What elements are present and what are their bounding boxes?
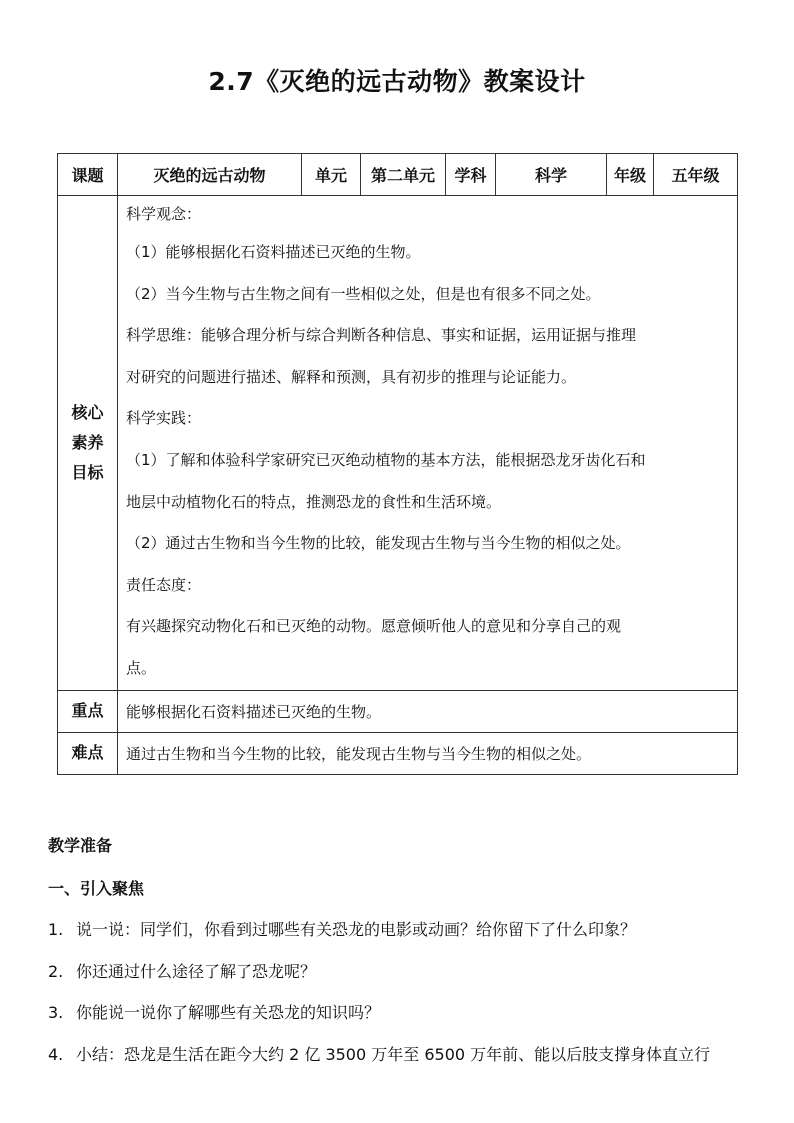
document-title: 2.7《灭绝的远古动物》教案设计 (208, 67, 586, 96)
step-number: 3. (48, 1003, 64, 1022)
header-row (58, 154, 738, 196)
unit-label: 单元 (302, 154, 361, 196)
core-goals-content (118, 196, 738, 691)
difficulty-row (58, 732, 738, 774)
core-label-line: 目标 (71, 462, 104, 482)
key-point-value: 能够根据化石资料描述已灭绝的生物。 (118, 690, 738, 732)
difficulty-label: 难点 (58, 732, 118, 774)
goal-line: 地层中动植物化石的特点，推测恐龙的食性和生活环境。 (126, 492, 502, 511)
lesson-info-table (57, 153, 738, 775)
goal-line: 对研究的问题进行描述、解释和预测，具有初步的推理与论证能力。 (126, 367, 577, 386)
goal-line: （2）通过古生物和当今生物的比较，能发现古生物与当今生物的相似之处。 (126, 534, 631, 553)
goal-line: 责任态度： (126, 575, 202, 594)
goal-line: 点。 (126, 658, 157, 677)
core-goals-row (58, 196, 738, 691)
lesson-label: 课题 (58, 154, 118, 196)
list-item (48, 917, 636, 940)
key-point-label: 重点 (58, 690, 118, 732)
subject-label: 学科 (446, 154, 496, 196)
goal-line: 科学观念： (126, 205, 202, 223)
step-text: 小结：恐龙是生活在距今大约 2 亿 3500 万年至 6500 万年前、能以后肢支撑身体直立行 (76, 1045, 711, 1064)
goal-line: （1）能够根据化石资料描述已灭绝的生物。 (126, 243, 421, 261)
goal-line: 科学思维：能够合理分析与综合判断各种信息、事实和证据，运用证据与推理 (126, 326, 637, 345)
core-label-line: 核心 (71, 402, 104, 422)
step-text: 你能说一说你了解哪些有关恐龙的知识吗？ (76, 1003, 381, 1022)
subject-value: 科学 (496, 154, 607, 196)
grade-label: 年级 (607, 154, 654, 196)
section-1-heading: 一、引入聚焦 (48, 879, 145, 898)
core-label-line: 素养 (71, 432, 104, 452)
key-point-row (58, 690, 738, 732)
grade-value: 五年级 (654, 154, 738, 196)
list-item (48, 1000, 380, 1023)
lesson-value: 灭绝的远古动物 (118, 154, 302, 196)
step-text: 你还通过什么途径了解了恐龙呢？ (76, 962, 317, 981)
step-number: 4. (48, 1045, 64, 1064)
step-number: 1. (48, 920, 64, 939)
prep-heading: 教学准备 (48, 836, 113, 855)
goal-line: （2）当今生物与古生物之间有一些相似之处，但是也有很多不同之处。 (126, 284, 601, 303)
difficulty-value: 通过古生物和当今生物的比较，能发现古生物与当今生物的相似之处。 (118, 732, 738, 774)
unit-value: 第二单元 (361, 154, 446, 196)
step-text: 说一说：同学们，你看到过哪些有关恐龙的电影或动画？给你留下了什么印象？ (76, 920, 637, 939)
core-goals-label (58, 196, 118, 691)
step-number: 2. (48, 962, 64, 981)
goal-line: 科学实践： (126, 409, 202, 428)
goal-line: （1）了解和体验科学家研究已灭绝动植物的基本方法，能根据恐龙牙齿化石和 (126, 450, 646, 469)
list-item (48, 1042, 710, 1065)
goal-line: 有兴趣探究动物化石和已灭绝的动物。愿意倾听他人的意见和分享自己的观 (126, 617, 622, 636)
list-item (48, 959, 316, 982)
